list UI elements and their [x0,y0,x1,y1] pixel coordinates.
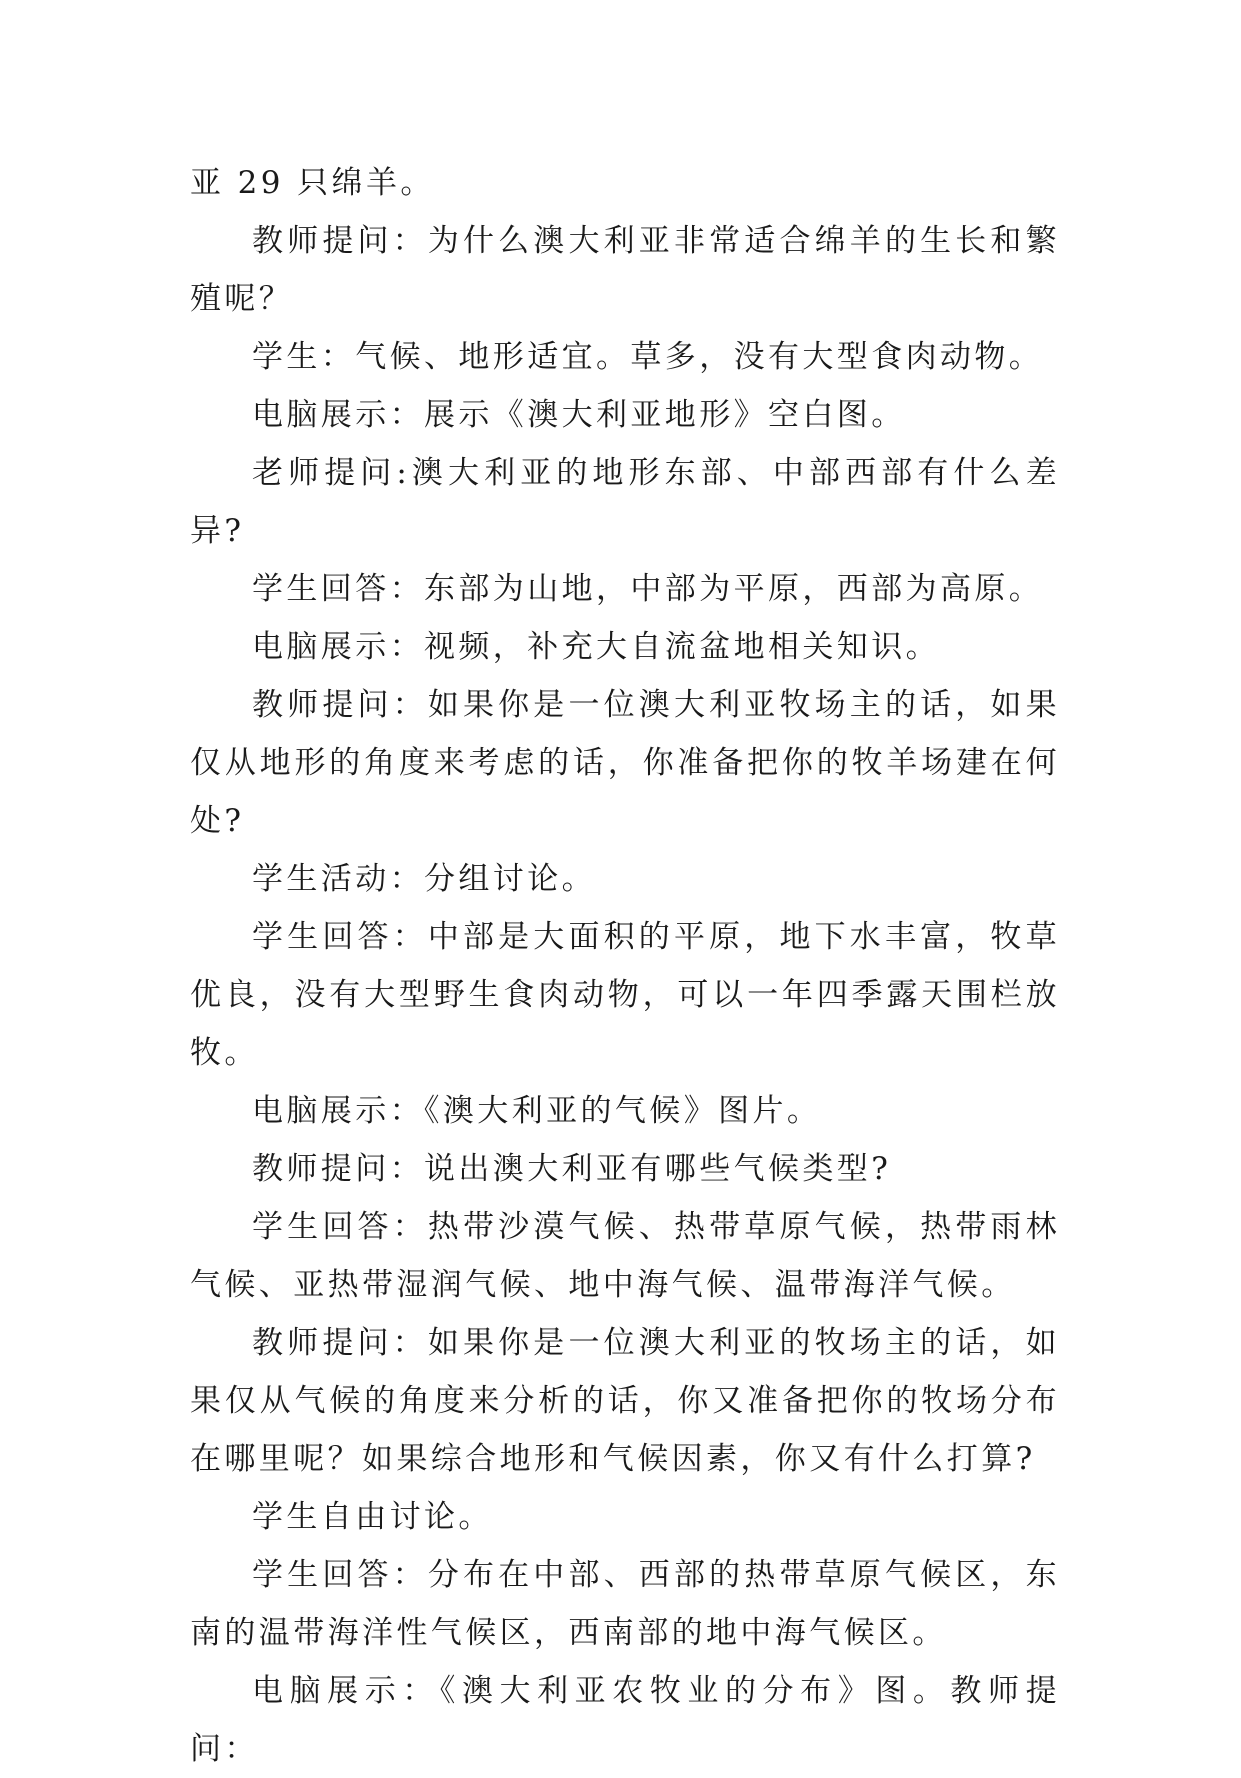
paragraph: 学生活动：分组讨论。 [252,861,596,897]
paragraph: 学生自由讨论。 [252,1499,493,1535]
paragraph: 教师提问：如果你是一位澳大利亚牧场主的话，如果仅从地形的角度来考虑的话，你准备把你的牧羊场建在何处? [190,687,1060,839]
paragraph: 教师提问：说出澳大利亚有哪些气候类型? [252,1151,892,1187]
paragraph: 教师提问：如果你是一位澳大利亚的牧场主的话，如果仅从气候的角度来分析的话，你又准备把你的牧场分布在哪里呢？如果综合地形和气候因素，你又有什么打算? [190,1325,1060,1477]
paragraph: 学生回答：分布在中部、西部的热带草原气候区，东南的温带海洋性气候区，西南部的地中海气候区。 [190,1557,1060,1651]
paragraph: 学生：气候、地形适宜。草多，没有大型食肉动物。 [252,339,1044,375]
paragraph: 电脑展示：《澳大利亚的气候》图片。 [252,1093,822,1129]
paragraph: 学生回答：热带沙漠气候、热带草原气候，热带雨林气候、亚热带湿润气候、地中海气候、温带海洋气候。 [190,1209,1060,1303]
document-body [190,154,1060,1778]
paragraph: 电脑展示：展示《澳大利亚地形》空白图。 [252,397,906,433]
paragraph: 电脑展示：《澳大利亚农牧业的分布》图。教师提问： [190,1673,1060,1767]
paragraph: 电脑展示：视频，补充大自流盆地相关知识。 [252,629,940,665]
paragraph: 教师提问：为什么澳大利亚非常适合绵羊的生长和繁殖呢？ [190,223,1060,317]
paragraph: 亚 29 只绵羊。 [190,165,435,201]
paragraph: 老师提问:澳大利亚的地形东部、中部西部有什么差异? [190,455,1060,549]
paragraph: 学生回答：东部为山地，中部为平原，西部为高原。 [252,571,1044,607]
paragraph: 学生回答：中部是大面积的平原，地下水丰富，牧草优良，没有大型野生食肉动物，可以一年四季露天围栏放牧。 [190,919,1060,1071]
